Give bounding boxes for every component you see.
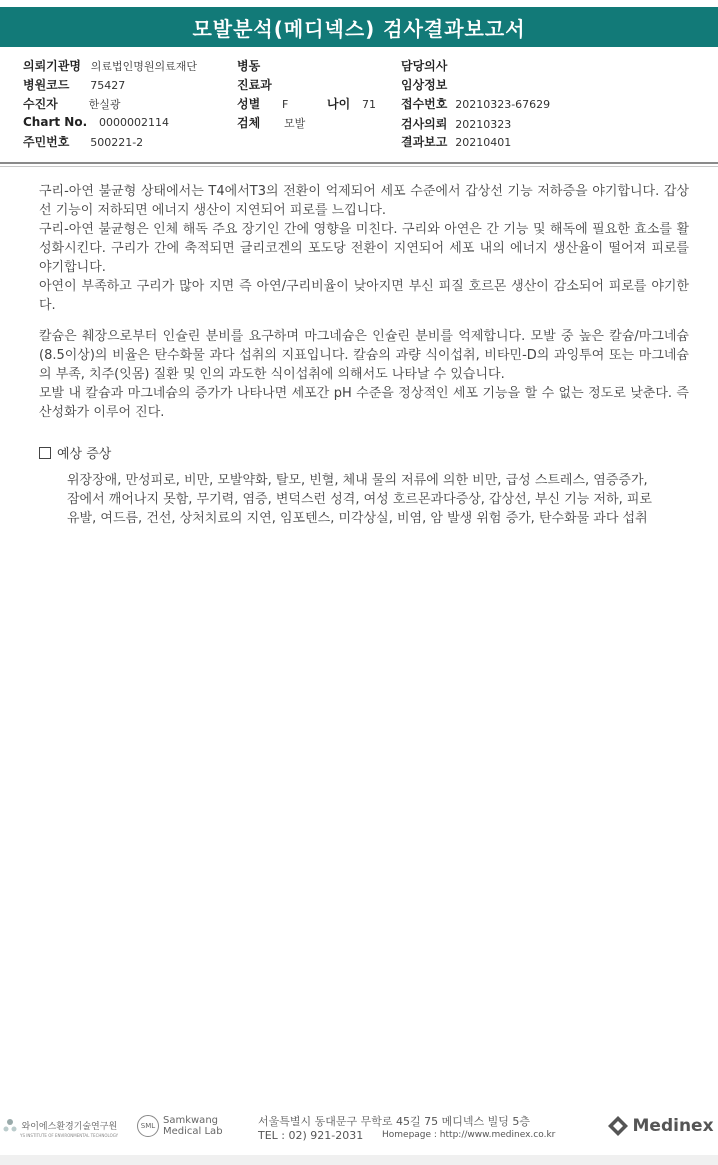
- interpretation-section-2: [39, 327, 689, 422]
- paragraph: 모발 내 칼슘과 마그네슘의 증가가 나타나면 세포간 pH 수준을 정상적인 세포 기능을 할 수 없는 정도로 낮춘다. 즉 산성화가 이루어 진다.: [39, 386, 689, 420]
- info-label: 진료과: [237, 78, 272, 92]
- org1-sub: YS INSTITUTE OF ENVIRONMENTAL TECHNOLOGY: [20, 1133, 119, 1138]
- divider: [0, 162, 718, 164]
- info-department: [237, 76, 272, 93]
- info-value: 모발: [284, 117, 306, 130]
- footer-tel: TEL : 02) 921-2031: [258, 1129, 364, 1142]
- info-label: 담당의사: [401, 59, 448, 73]
- info-value: 20210401: [455, 136, 512, 149]
- info-value: 0000002114: [98, 116, 169, 129]
- brand-name: Medinex: [632, 1116, 714, 1136]
- sml-logo-icon: SML: [137, 1115, 159, 1137]
- interpretation-section-1: [39, 182, 689, 315]
- footer-brand: [607, 1115, 714, 1137]
- info-resident-no: [23, 133, 143, 150]
- info-value: 500221-2: [90, 136, 144, 149]
- report-title: 모발분석(메디넥스) 검사결과보고서: [0, 7, 718, 47]
- info-hospital-code: [23, 76, 125, 93]
- checkbox-square-icon: [39, 447, 51, 459]
- info-label: 접수번호: [401, 97, 448, 111]
- footer-org2: [137, 1115, 223, 1137]
- info-report-date: [401, 133, 511, 150]
- patient-info-panel: [0, 47, 718, 164]
- info-chart-no: [23, 115, 169, 129]
- medinex-logo-icon: [607, 1115, 629, 1137]
- info-label: 의뢰기관명: [23, 59, 81, 73]
- info-requester: [23, 57, 197, 74]
- info-value: 한실광: [88, 98, 121, 111]
- info-label: 임상정보: [401, 78, 448, 92]
- info-label: 병원코드: [23, 78, 70, 92]
- org1-name: 와이에스환경기술연구원: [21, 1122, 118, 1132]
- divider: [0, 166, 718, 167]
- info-label: 결과보고: [401, 135, 448, 149]
- info-label: 주민번호: [23, 135, 70, 149]
- info-value: 20210323: [455, 118, 512, 131]
- info-label: 검사의뢰: [401, 117, 448, 131]
- info-value: 의료법인명원의료재단: [90, 60, 198, 73]
- symptoms-title: 예상 증상: [57, 447, 112, 462]
- info-clinical: [401, 76, 447, 93]
- org2-line2: Medical Lab: [163, 1126, 223, 1137]
- info-sex: [237, 95, 288, 112]
- paragraph: 구리-아연 불균형 상태에서는 T4에서T3의 전환이 억제되어 세포 수준에서 갑상선 기능 저하증을 야기합니다. 갑상선 기능이 저하되면 에너지 생산이 지연되어 피로를 느낍니다.: [39, 184, 689, 218]
- footer-address: 서울특별시 동대문구 무학로 45길 75 메디넥스 빌딩 5층: [258, 1115, 530, 1128]
- footer-org1: [2, 1117, 118, 1138]
- footer-homepage: Homepage : http://www.medinex.co.kr: [382, 1130, 556, 1140]
- info-value: F: [282, 98, 289, 111]
- info-specimen: [237, 114, 305, 131]
- paragraph: 아연이 부족하고 구리가 많아 지면 즉 아연/구리비율이 낮아지면 부신 피질 호르몬 생산이 감소되어 피로를 야기한다.: [39, 279, 689, 313]
- info-value: 75427: [90, 79, 126, 92]
- symptoms-heading: [39, 443, 111, 462]
- info-label: 병동: [237, 59, 261, 73]
- info-label: 수진자: [23, 97, 58, 111]
- info-patient: [23, 95, 121, 112]
- info-label: Chart No.: [23, 115, 88, 129]
- info-doctor: [401, 57, 447, 74]
- symptoms-list: 위장장애, 만성피로, 비만, 모발약화, 탈모, 빈혈, 체내 물의 저류에 의한 비만, 급성 스트레스, 염증증가, 잠에서 깨어나지 못함, 무기력, 염증, 변덕스런 성격, 여성 호르몬과다증상, 갑상선, 부신 기능 저하, 피로 유발, 여드름, 건선, 상처치료의 지연, 임포텐스, 미각상실, 비염, 암 발생 위험 증가, 탄수화물 과다 섭취: [67, 473, 652, 526]
- info-label: 성별: [237, 97, 261, 111]
- info-value: 20210323-67629: [455, 98, 551, 111]
- paragraph: 구리-아연 불균형은 인체 해독 주요 장기인 간에 영향을 미친다. 구리와 아연은 간 기능 및 해독에 필요한 효소를 활성화시킨다. 구리가 간에 축적되면 글리코겐의 포도당 전환이 지연되어 세포 내의 에너지 생산율이 떨어져 피로를 야기합니다.: [39, 222, 689, 275]
- info-request-date: [401, 115, 511, 132]
- ys-logo-icon: [2, 1117, 18, 1135]
- footer-strip: [0, 1155, 718, 1165]
- info-ward: [237, 57, 260, 74]
- org2-line1: Samkwang: [163, 1115, 218, 1126]
- info-label: 검체: [237, 116, 261, 130]
- info-label: 나이: [327, 97, 351, 111]
- info-value: 71: [362, 98, 377, 111]
- info-receipt-no: [401, 95, 550, 112]
- info-age: [327, 95, 376, 112]
- paragraph: 칼슘은 췌장으로부터 인슐린 분비를 요구하며 마그네슘은 인슐린 분비를 억제합니다. 모발 중 높은 칼슘/마그네슘(8.5이상)의 비율은 탄수화물 과다 섭취의 지표입니다. 칼슘의 과량 식이섭취, 비타민-D의 과잉투여 또는 마그네슘의 부족, 치주(잇몸) 질환 및 인의 과도한 식이섭취에 의해서도 나타날 수 있습니다.: [39, 329, 689, 382]
